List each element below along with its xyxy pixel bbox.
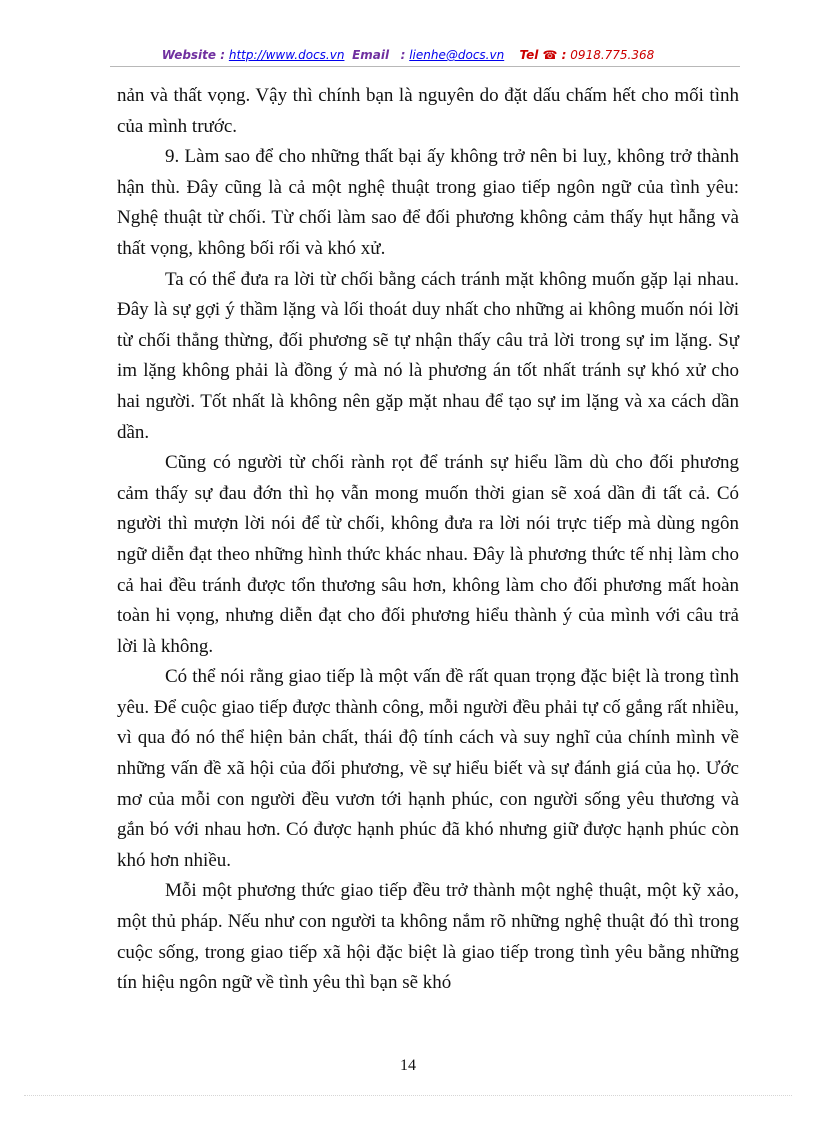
- paragraph-5: Có thể nói rằng giao tiếp là một vấn đề rất quan trọng đặc biệt là trong tình yêu. Để cuộc giao tiếp được thành công, mỗi người đều phải tự cố gắng rất nhiều, vì qua đó nó thể hiện bản chất, thái độ tính cách và suy nghĩ của chính mình về những vấn đề xã hội của đối phương, về sự hiểu biết và sự đánh giá của họ. Ước mơ của mỗi con người đều vươn tới hạnh phúc, con người sống yêu thương và gắn bó với nhau hơn. Có được hạnh phúc đã khó nhưng giữ được hạnh phúc còn khó hơn nhiều.: [117, 666, 739, 871]
- page-number: 14: [400, 1057, 416, 1074]
- document-body: [117, 81, 739, 999]
- paragraph-1: nản và thất vọng. Vậy thì chính bạn là nguyên do đặt dấu chấm hết cho mối tình của mình trước.: [117, 85, 739, 137]
- email-separator: :: [400, 48, 406, 62]
- paragraph-2: 9. Làm sao để cho những thất bại ấy không trở nên bi luỵ, không trở thành hận thù. Đây cũng là cả một nghệ thuật trong giao tiếp ngôn ngữ của tình yêu: Nghệ thuật từ chối. Từ chối làm sao để đối phương không cảm thấy hụt hẫng và thất vọng, không bối rối và khó xử.: [117, 146, 739, 259]
- website-label: Website :: [161, 48, 226, 62]
- paragraph-6: Mỗi một phương thức giao tiếp đều trở thành một nghệ thuật, một kỹ xảo, một thủ pháp. Nếu như con người ta không nắm rõ những nghệ thuật đó thì trong cuộc sống, trong giao tiếp xã hội đặc biệt là giao tiếp trong tình yêu bằng những tín hiệu ngôn ngữ về tình yêu thì bạn sẽ khó: [117, 880, 739, 994]
- email-label: Email: [352, 48, 390, 62]
- footer-divider: [24, 1095, 792, 1096]
- paragraph-4: Cũng có người từ chối rành rọt để tránh sự hiểu lầm dù cho đối phương cảm thấy sự đau đớn thì họ vẫn mong muốn thời gian sẽ xoá dần đi tất cả. Có người thì mượn lời nói để từ chối, không đưa ra lời nói trực tiếp mà dùng ngôn ngữ diễn đạt theo những hình thức khác nhau. Đây là phương thức tế nhị làm cho cả hai đều tránh được tổn thương sâu hơn, không làm cho đối phương mất hoàn toàn hi vọng, nhưng diễn đạt cho đối phương hiểu thành ý của mình với câu trả lời là không.: [117, 452, 739, 657]
- paragraph-3: Ta có thể đưa ra lời từ chối bằng cách tránh mặt không muốn gặp lại nhau. Đây là sự gợi ý thầm lặng và lối thoát duy nhất cho những ai không muốn nói lời từ chối thẳng thừng, đối phương sẽ tự nhận thấy câu trả lời trong sự im lặng. Sự im lặng không phải là đồng ý mà nó là phương án tốt nhất tránh sự khó xử cho hai người. Tốt nhất là không nên gặp mặt nhau để tạo sự im lặng và xa cách dần dần.: [117, 268, 739, 443]
- tel-label: Tel ☎ :: [519, 48, 567, 62]
- website-link[interactable]: http://www.docs.vn: [228, 48, 345, 62]
- page-header: [0, 47, 816, 63]
- header-divider: [110, 66, 740, 67]
- tel-number: 0918.775.368: [570, 48, 655, 62]
- email-link[interactable]: lienhe@docs.vn: [409, 48, 505, 62]
